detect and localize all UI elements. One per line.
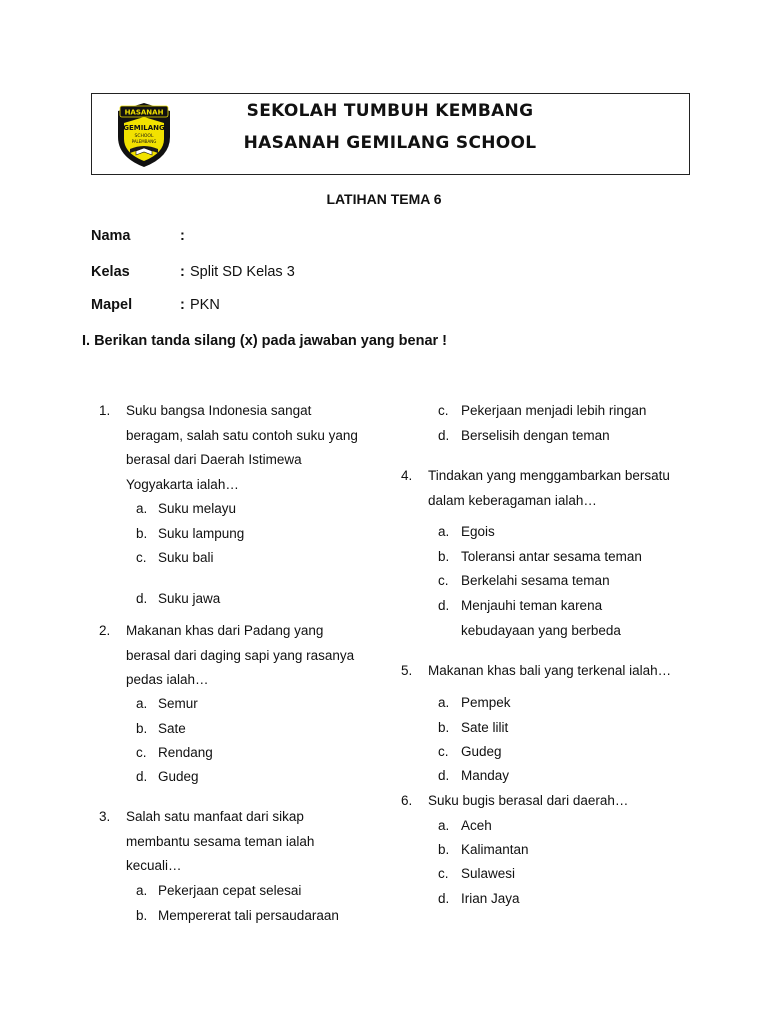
question-text-line: Yogyakarta ialah…: [126, 476, 239, 492]
logo-bottom-text: PALEMBANG: [131, 139, 157, 144]
mapel-label: Mapel: [91, 297, 133, 313]
question-text-line: pedas ialah…: [126, 672, 209, 687]
answer-option-letter[interactable]: d.: [136, 591, 148, 606]
answer-option-letter[interactable]: a.: [438, 818, 450, 833]
question-text-line: beragam, salah satu contoh suku yang: [126, 427, 358, 443]
answer-option-letter[interactable]: b.: [136, 721, 148, 736]
answer-option-letter[interactable]: a.: [136, 696, 148, 711]
answer-option-text[interactable]: Suku jawa: [158, 591, 221, 606]
answer-option-letter[interactable]: d.: [438, 768, 450, 783]
nama-label: Nama: [91, 228, 131, 244]
answer-option-letter[interactable]: a.: [438, 695, 450, 710]
answer-option-letter[interactable]: c.: [438, 744, 449, 759]
answer-option-letter[interactable]: a.: [136, 501, 148, 516]
answer-option-letter[interactable]: c.: [136, 550, 147, 565]
answer-option-letter[interactable]: b.: [438, 720, 450, 735]
answer-option-text[interactable]: Pempek: [461, 695, 511, 710]
answer-option-text[interactable]: kebudayaan yang berbeda: [461, 622, 621, 638]
kelas-value: Split SD Kelas 3: [190, 264, 295, 280]
answer-option-text[interactable]: Sate lilit: [461, 720, 509, 735]
mapel-value: PKN: [190, 297, 220, 313]
logo-top-text: HASANAH: [124, 108, 164, 117]
answer-option-text[interactable]: Toleransi antar sesama teman: [461, 549, 642, 564]
question-number: 6.: [401, 793, 413, 808]
answer-option-text[interactable]: Mempererat tali persaudaraan: [158, 908, 339, 923]
school-name-primary: SEKOLAH TUMBUH KEMBANG: [246, 101, 534, 121]
question-number: 2.: [99, 623, 111, 638]
answer-option-letter[interactable]: c.: [438, 573, 449, 588]
answer-option-text[interactable]: Suku melayu: [158, 501, 237, 516]
answer-option-text[interactable]: Kalimantan: [461, 842, 529, 857]
answer-option-text[interactable]: Gudeg: [461, 744, 502, 759]
answer-option-text[interactable]: Suku bali: [158, 550, 214, 565]
kelas-label: Kelas: [91, 264, 130, 280]
question-text-line: Salah satu manfaat dari sikap: [126, 809, 304, 824]
answer-option-letter[interactable]: a.: [136, 883, 148, 898]
answer-option-letter[interactable]: c.: [136, 745, 147, 760]
question-text-line: Suku bugis berasal dari daerah…: [428, 793, 629, 808]
mapel-colon: :: [180, 297, 185, 313]
answer-option-letter[interactable]: d.: [438, 598, 450, 613]
answer-option-text[interactable]: Pekerjaan menjadi lebih ringan: [461, 403, 647, 418]
question-text-line: berasal dari daging sapi yang rasanya: [126, 647, 355, 663]
question-text-line: berasal dari Daerah Istimewa: [126, 452, 302, 467]
answer-option-text[interactable]: Suku lampung: [158, 526, 245, 541]
answer-option-text[interactable]: Semur: [158, 696, 198, 711]
answer-option-letter[interactable]: a.: [438, 524, 450, 539]
answer-option-letter[interactable]: b.: [136, 908, 148, 923]
answer-option-text[interactable]: Gudeg: [158, 769, 199, 784]
question-text-line: dalam keberagaman ialah…: [428, 492, 597, 508]
question-number: 5.: [401, 663, 413, 678]
nama-colon: :: [180, 228, 185, 244]
answer-option-text[interactable]: Egois: [461, 524, 495, 539]
answer-option-letter[interactable]: d.: [438, 891, 450, 906]
question-text-line: kecuali…: [126, 858, 182, 873]
answer-option-letter[interactable]: c.: [438, 403, 449, 418]
question-text-line: membantu sesama teman ialah: [126, 833, 315, 849]
answer-option-letter[interactable]: b.: [136, 526, 148, 541]
answer-option-text[interactable]: Sulawesi: [461, 866, 516, 881]
answer-option-text[interactable]: Pekerjaan cepat selesai: [158, 883, 302, 898]
kelas-colon: :: [180, 264, 185, 280]
answer-option-letter[interactable]: d.: [136, 769, 148, 784]
answer-option-text[interactable]: Menjauhi teman karena: [461, 598, 603, 613]
question-text-line: Makanan khas bali yang terkenal ialah…: [428, 663, 672, 678]
answer-option-letter[interactable]: b.: [438, 842, 450, 857]
question-number: 1.: [99, 403, 111, 418]
school-name-secondary: HASANAH GEMILANG SCHOOL: [243, 133, 537, 153]
answer-option-letter[interactable]: d.: [438, 428, 450, 443]
logo-sub-text: SCHOOL: [134, 134, 154, 139]
question-number: 4.: [401, 468, 413, 483]
answer-option-text[interactable]: Berselisih dengan teman: [461, 428, 610, 443]
school-logo-emblem: [114, 101, 174, 169]
answer-option-text[interactable]: Rendang: [158, 745, 213, 760]
section-instruction: I. Berikan tanda silang (x) pada jawaban yang benar !: [82, 333, 448, 349]
answer-option-letter[interactable]: c.: [438, 866, 449, 881]
logo-middle-text: GEMILANG: [123, 124, 165, 132]
answer-option-text[interactable]: Manday: [461, 768, 510, 783]
document-title: LATIHAN TEMA 6: [326, 191, 442, 207]
question-text-line: Makanan khas dari Padang yang: [126, 623, 324, 638]
answer-option-text[interactable]: Aceh: [461, 818, 492, 833]
question-text-line: Suku bangsa Indonesia sangat: [126, 403, 312, 418]
question-text-line: Tindakan yang menggambarkan bersatu: [428, 468, 670, 483]
answer-option-letter[interactable]: b.: [438, 549, 450, 564]
answer-option-text[interactable]: Irian Jaya: [461, 891, 520, 906]
answer-option-text[interactable]: Sate: [158, 721, 186, 736]
answer-option-text[interactable]: Berkelahi sesama teman: [461, 573, 610, 588]
question-number: 3.: [99, 809, 111, 824]
